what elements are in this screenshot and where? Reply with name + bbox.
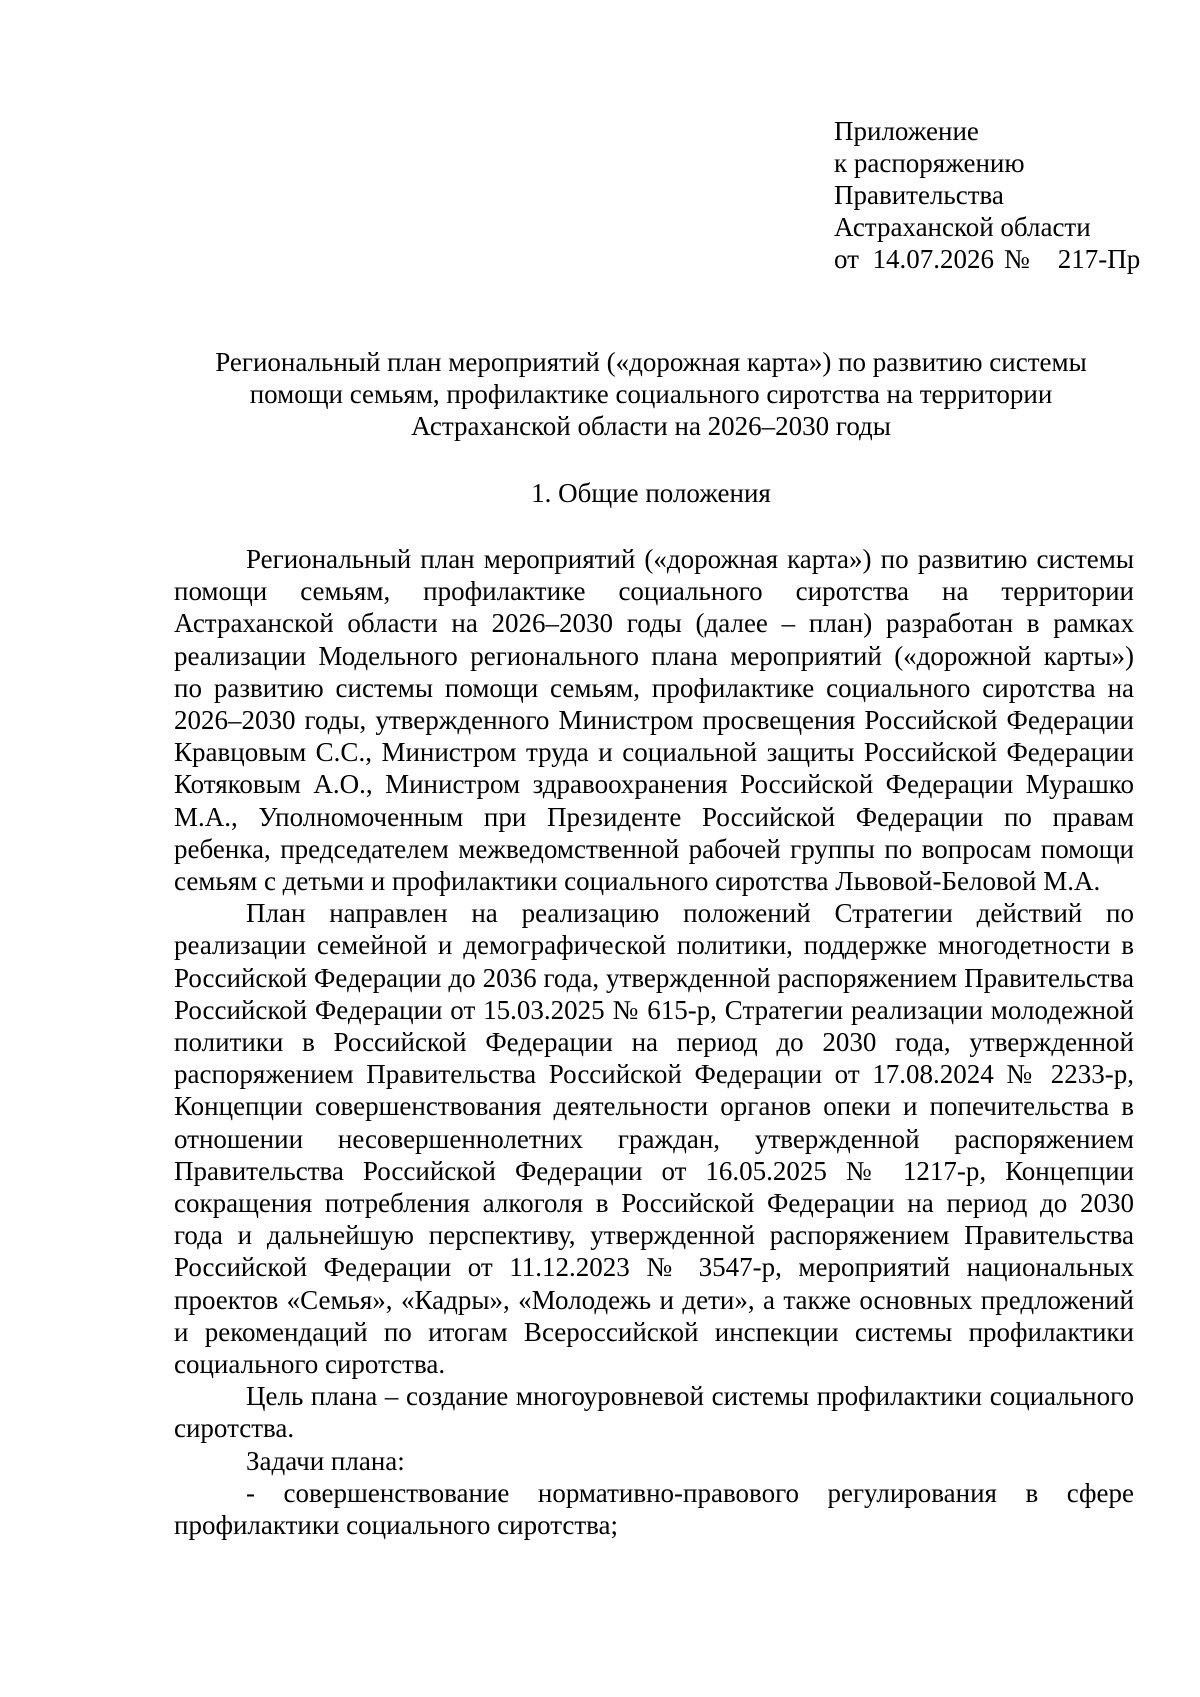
- appendix-line-3: Правительства: [834, 180, 1004, 210]
- appendix-line-4: Астраханской области: [834, 212, 1091, 242]
- appendix-block: [834, 115, 1164, 275]
- document-date: 14.07.2026: [872, 244, 994, 274]
- section-heading: 1. Общие положения: [531, 478, 771, 508]
- appendix-line-1: Приложение: [834, 116, 979, 146]
- paragraph: Задачи плана:: [246, 1445, 405, 1476]
- appendix-date-line: [834, 243, 1164, 275]
- paragraph: План направлен на реализацию положений Стратегии действий по реализации семейной и демографической политики, поддержке многодетности в Российской Федерации до 2036 года, утвержденной распоряжением Правительства Российской Федерации от 15.03.2025 № 615-р, Стратегии реализации молодежной политики в Российской Федерации на период до 2030 года, утвержденной распоряжением Правительства Российской Федерации от 17.08.2024 № 2233-р, Концепции совершенствования деятельности органов опеки и попечительства в отношении несовершеннолетних граждан, утвержденной распоряжением Правительства Российской Федерации от 16.05.2025 № 1217-р, Концепции сокращения потребления алкоголя в Российской Федерации на период до 2030 года и дальнейшую перспективу, утвержденной распоряжением Правительства Российской Федерации от 11.12.2023 № 3547-р, мероприятий национальных проектов «Семья», «Кадры», «Молодежь и дети», а также основных предложений и рекомендаций по итогам Всероссийской инспекции системы профилактики социального сиротства.: [174, 898, 1134, 1380]
- number-sign: №: [1003, 244, 1030, 274]
- date-prefix: от: [834, 244, 859, 274]
- document-number: 217-Пр: [1057, 244, 1141, 274]
- body-text: [174, 543, 1134, 1541]
- paragraph: Цель плана – создание многоуровневой системы профилактики социального сиротства.: [174, 1381, 1134, 1444]
- appendix-line-2: к распоряжению: [834, 148, 1025, 178]
- paragraph: - совершенствование нормативно-правового регулирования в сфере профилактики социального сиротства;: [174, 1477, 1134, 1541]
- document-title: Региональный план мероприятий («дорожная карта») по развитию системы помощи семьям, профилактике социального сиротства на территории Астраханской области на 2026–2030 годы: [215, 347, 1087, 441]
- paragraph: Региональный план мероприятий («дорожная карта») по развитию системы помощи семьям, профилактике социального сиротства на территории Астраханской области на 2026–2030 годы (далее – план) разработан в рамках реализации Модельного регионального плана мероприятий («дорожной карты») по развитию системы помощи семьям, профилактике социального сиротства на 2026–2030 годы, утвержденного Министром просвещения Российской Федерации Кравцовым С.С., Министром труда и социальной защиты Российской Федерации Котяковым А.О., Министром здравоохранения Российской Федерации Мурашко М.А., Уполномоченным при Президенте Российской Федерации по правам ребенка, председателем межведомственной рабочей группы по вопросам помощи семьям с детьми и профилактики социального сиротства Львовой-Беловой М.А.: [174, 544, 1134, 897]
